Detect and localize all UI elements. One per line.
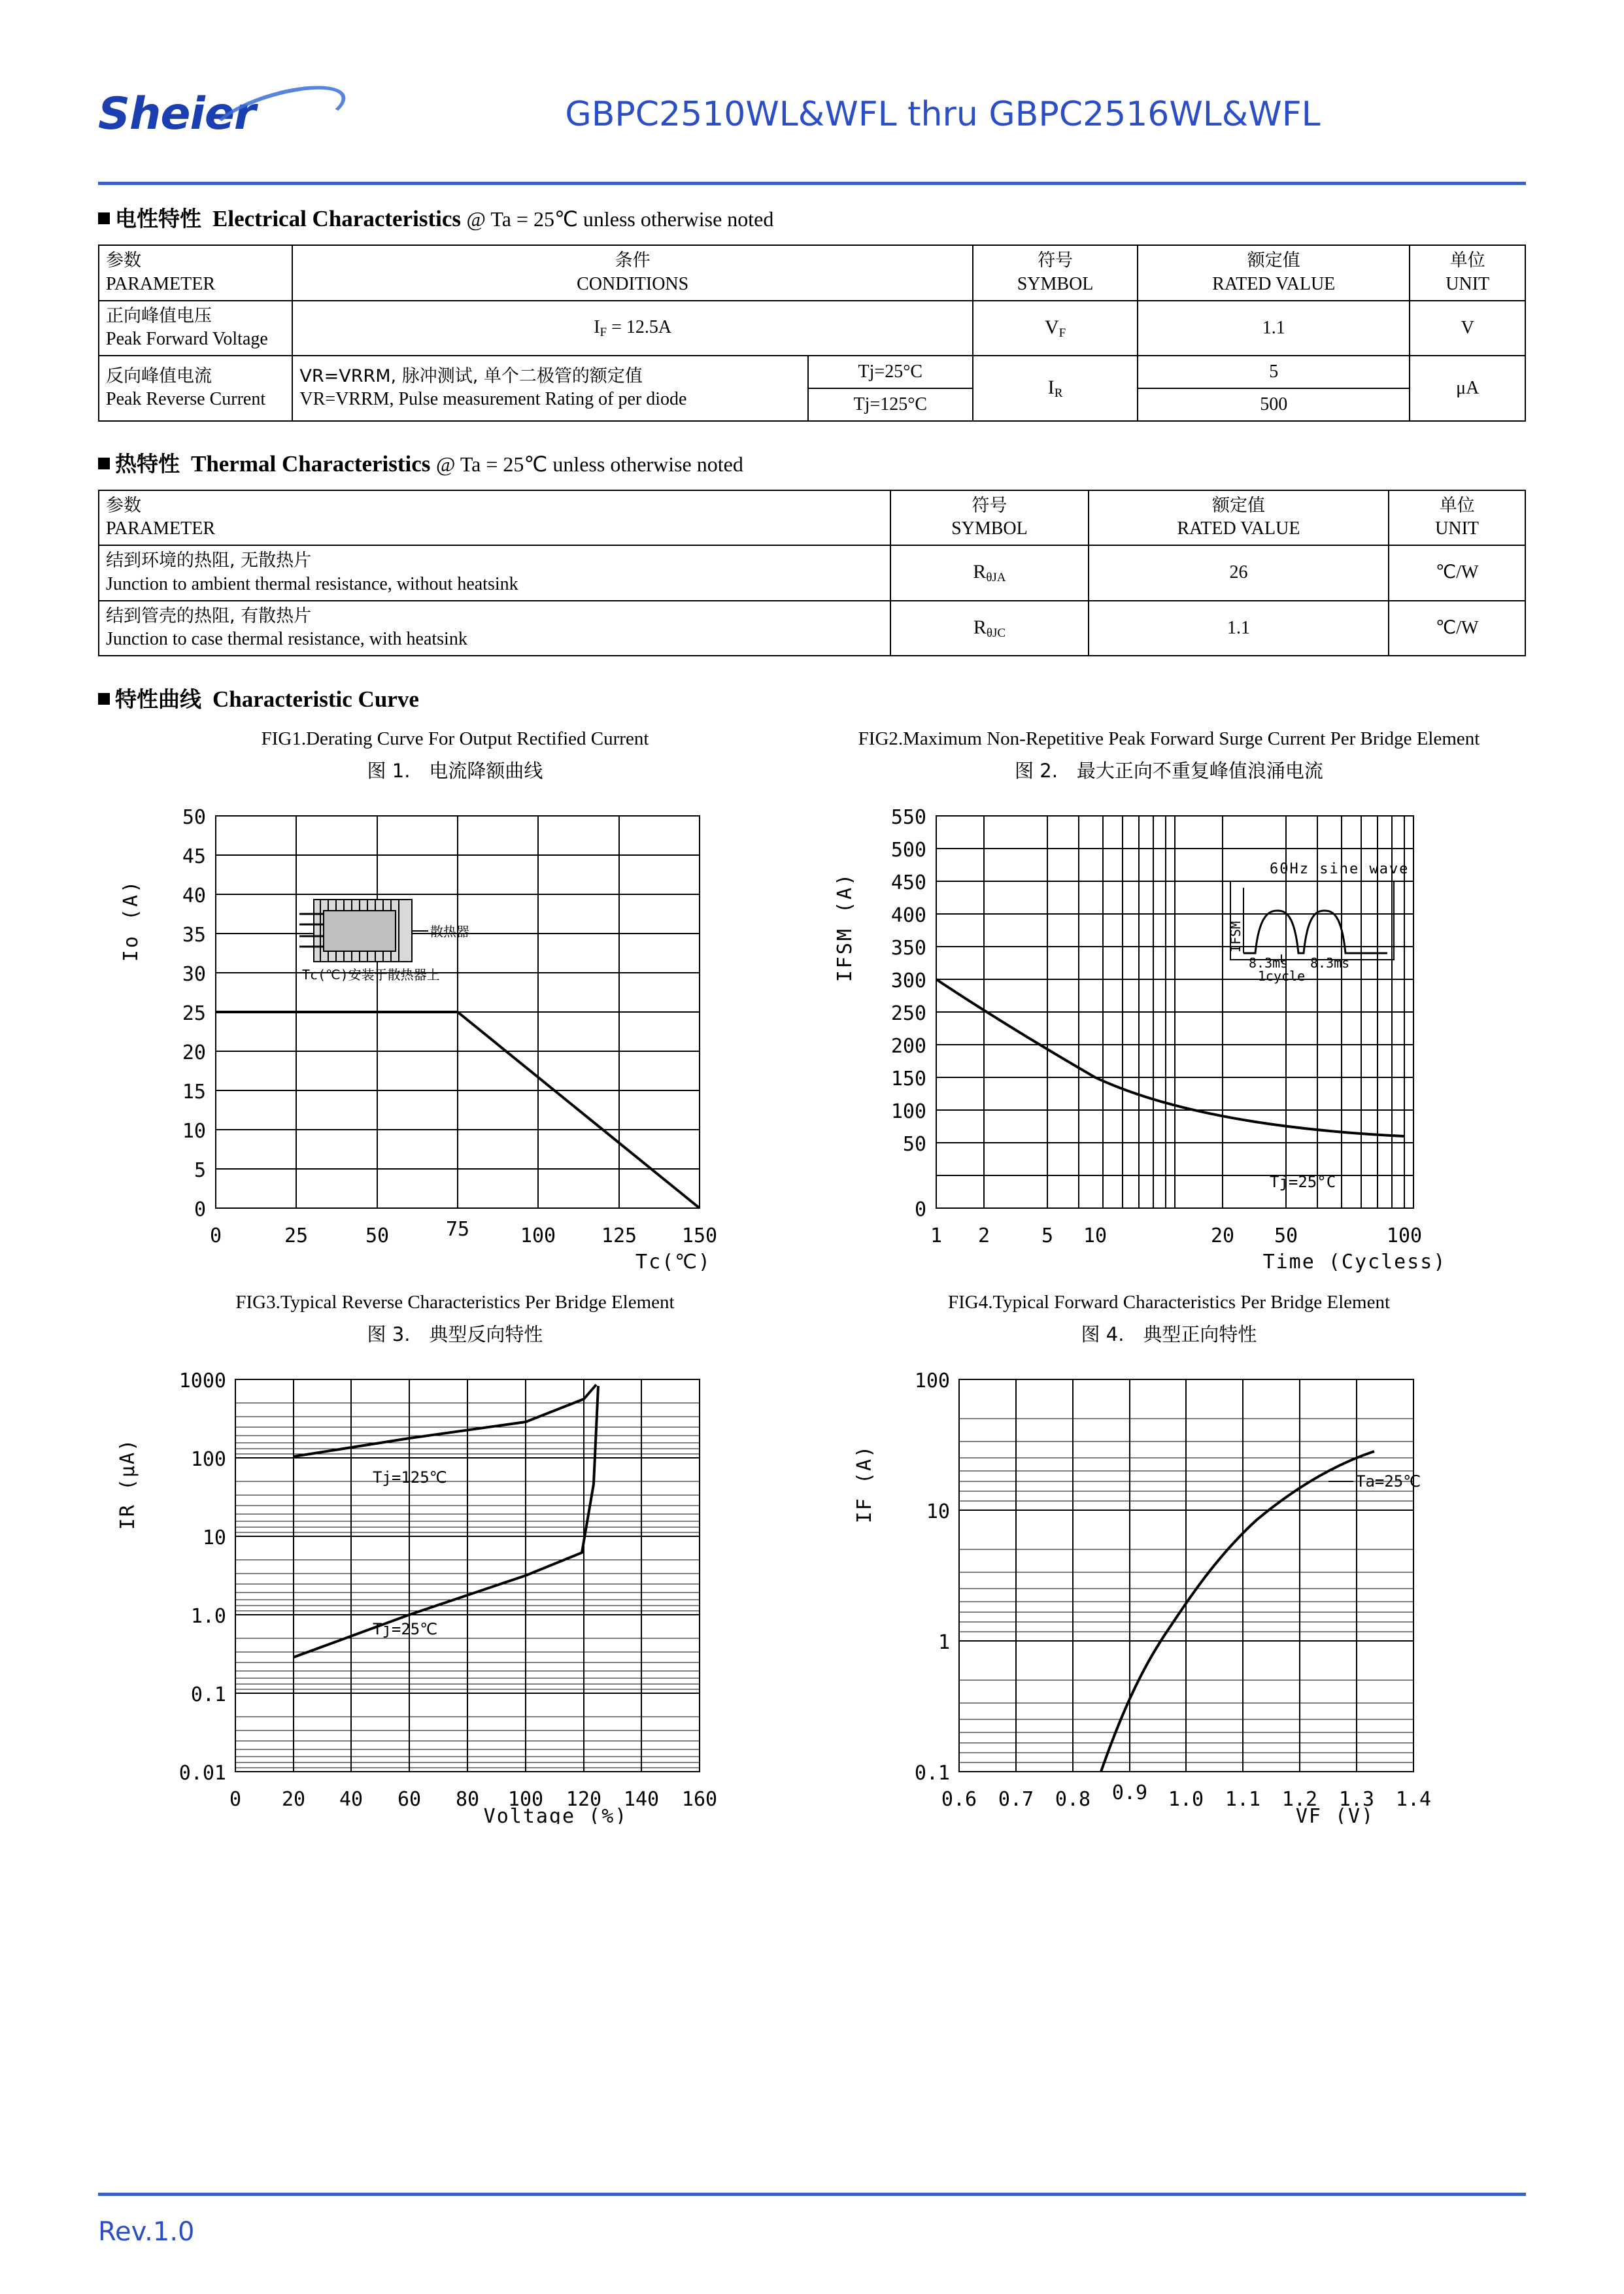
electrical-heading-en: Electrical Characteristics <box>212 206 461 231</box>
logo-text: Sheier <box>98 88 256 140</box>
svg-text:Time (Cycless): Time (Cycless) <box>1262 1250 1447 1274</box>
svg-text:Tj=25°C: Tj=25°C <box>1270 1172 1336 1191</box>
row-rthja-symbol <box>890 545 1089 600</box>
fig1-title-cn: 图 1. 电流降额曲线 <box>367 759 543 782</box>
fig4-title: FIG4.Typical Forward Characteristics Per Bridge Element <box>947 1291 1391 1313</box>
svg-text:0: 0 <box>914 1198 926 1221</box>
svg-text:0.6: 0.6 <box>941 1788 977 1811</box>
table-row <box>99 301 1525 356</box>
page-title: GBPC2510WL&WFL thru GBPC2516WL&WFL <box>565 95 1321 134</box>
fig4-plot <box>812 1353 1526 1827</box>
row-peak-reverse-current-unit: μA <box>1410 356 1525 421</box>
svg-text:Tj=125℃: Tj=125℃ <box>373 1468 447 1487</box>
row-peak-reverse-current-condition <box>292 356 807 421</box>
table-row <box>99 601 1525 656</box>
svg-text:IF (A): IF (A) <box>853 1444 876 1524</box>
row-rthjc-symbol <box>890 601 1089 656</box>
fig1-title: FIG1.Derating Curve For Output Rectified Current <box>261 728 649 749</box>
row-reverse-temp-125: Tj=125°C <box>808 388 973 421</box>
col-symbol-cn: 符号 <box>1038 250 1074 271</box>
fig3-title: FIG3.Typical Reverse Characteristics Per Bridge Element <box>235 1291 675 1313</box>
svg-text:1: 1 <box>938 1631 950 1654</box>
svg-text:1cycle: 1cycle <box>1257 968 1306 984</box>
curves-heading-en: Characteristic Curve <box>212 686 419 712</box>
svg-text:40: 40 <box>339 1788 364 1811</box>
svg-text:550: 550 <box>890 805 926 829</box>
svg-text:10: 10 <box>926 1500 950 1523</box>
figure-fig1 <box>98 725 812 1277</box>
svg-text:0: 0 <box>209 1224 222 1247</box>
svg-text:0.1: 0.1 <box>190 1683 226 1706</box>
svg-text:80: 80 <box>455 1788 480 1811</box>
svg-text:1.0: 1.0 <box>190 1605 226 1628</box>
thermal-heading-note: @ Ta = 25℃ unless otherwise noted <box>435 452 743 476</box>
condition-symbol-sub: F <box>600 325 607 339</box>
svg-text:0.7: 0.7 <box>998 1788 1034 1811</box>
param-en: Junction to case thermal resistance, with heatsink <box>106 629 467 650</box>
svg-text:10: 10 <box>182 1119 206 1143</box>
col-conditions <box>292 245 973 300</box>
table-header-row <box>99 490 1525 545</box>
svg-text:0.01: 0.01 <box>178 1762 226 1785</box>
symbol-sub: θJA <box>986 571 1006 585</box>
svg-text:15: 15 <box>182 1080 206 1104</box>
svg-text:50: 50 <box>1274 1224 1298 1247</box>
col-conditions-en: CONDITIONS <box>577 273 689 294</box>
svg-text:Tj=25℃: Tj=25℃ <box>373 1620 438 1638</box>
svg-text:Tc(℃)安装于散热器上: Tc(℃)安装于散热器上 <box>302 966 440 983</box>
svg-text:1: 1 <box>930 1224 943 1247</box>
col-symbol <box>973 245 1138 300</box>
svg-text:35: 35 <box>182 923 206 947</box>
svg-text:8.3ms: 8.3ms <box>1249 954 1289 971</box>
svg-text:350: 350 <box>890 936 926 960</box>
curves-heading <box>98 683 1526 713</box>
col-parameter-cn: 参数 <box>106 250 141 271</box>
symbol-sub: F <box>1058 326 1066 340</box>
svg-text:150: 150 <box>681 1224 718 1247</box>
fig2-title-cn: 图 2. 最大正向不重复峰值浪涌电流 <box>1015 759 1323 782</box>
col-rated-value-en: RATED VALUE <box>1212 273 1336 294</box>
svg-text:10: 10 <box>202 1527 226 1549</box>
row-reverse-value-25: 5 <box>1138 356 1410 388</box>
col-rated-value <box>1138 245 1410 300</box>
svg-text:100: 100 <box>1386 1224 1423 1247</box>
svg-text:10: 10 <box>1083 1224 1108 1247</box>
svg-text:0.9: 0.9 <box>1111 1781 1148 1804</box>
svg-text:0.8: 0.8 <box>1055 1788 1091 1811</box>
row-rthja-unit: ℃/W <box>1389 545 1525 600</box>
col-symbol <box>890 490 1089 545</box>
svg-text:50: 50 <box>902 1132 926 1156</box>
svg-text:1.4: 1.4 <box>1395 1788 1432 1811</box>
row-rthja-value: 26 <box>1089 545 1389 600</box>
svg-text:0: 0 <box>229 1788 242 1811</box>
col-symbol-cn: 符号 <box>972 495 1007 516</box>
svg-text:140: 140 <box>623 1788 660 1811</box>
svg-text:散热器: 散热器 <box>430 923 469 939</box>
condition-cn: VR=VRRM, 脉冲测试, 单个二极管的额定值 <box>299 365 643 386</box>
svg-text:Tc(℃): Tc(℃) <box>635 1250 711 1274</box>
company-logo <box>98 75 373 154</box>
symbol-sub: θJC <box>986 626 1006 640</box>
svg-text:75: 75 <box>445 1217 470 1241</box>
fig3-plot <box>98 1353 812 1827</box>
svg-text:VF (V): VF (V) <box>1295 1805 1375 1824</box>
electrical-heading <box>98 204 1526 234</box>
col-unit-en: UNIT <box>1435 518 1480 539</box>
svg-text:5: 5 <box>194 1158 206 1182</box>
col-parameter-en: PARAMETER <box>106 518 216 539</box>
svg-text:1.3: 1.3 <box>1338 1788 1375 1811</box>
symbol-base: R <box>973 561 987 583</box>
svg-text:100: 100 <box>914 1370 950 1392</box>
svg-text:IR (μA): IR (μA) <box>116 1438 139 1530</box>
svg-text:100: 100 <box>890 1100 926 1123</box>
svg-text:Voltage (%): Voltage (%) <box>483 1805 628 1824</box>
bullet-square-icon <box>98 458 110 469</box>
revision-label: Rev.1.0 <box>98 2217 195 2247</box>
col-unit-en: UNIT <box>1446 273 1490 294</box>
svg-text:25: 25 <box>284 1224 309 1247</box>
fig1-plot <box>98 790 812 1277</box>
table-row <box>99 356 1525 388</box>
svg-text:0.1: 0.1 <box>914 1762 950 1785</box>
thermal-table <box>98 490 1526 656</box>
row-peak-reverse-current-param <box>99 356 292 421</box>
row-peak-forward-voltage-unit: V <box>1410 301 1525 356</box>
symbol-sub: R <box>1054 386 1063 400</box>
row-rthja-param <box>99 545 890 600</box>
col-parameter-en: PARAMETER <box>106 273 216 294</box>
row-reverse-value-125: 500 <box>1138 388 1410 421</box>
svg-text:IFSM (A): IFSM (A) <box>834 871 856 983</box>
svg-text:50: 50 <box>365 1224 390 1247</box>
svg-text:100: 100 <box>507 1788 544 1811</box>
electrical-heading-note: @ Ta = 25℃ unless otherwise noted <box>466 207 774 231</box>
table-row <box>99 545 1525 600</box>
col-unit <box>1410 245 1525 300</box>
svg-text:40: 40 <box>182 884 206 907</box>
col-rated-value-cn: 额定值 <box>1211 495 1265 516</box>
col-rated-value-en: RATED VALUE <box>1177 518 1300 539</box>
figure-fig2 <box>812 725 1526 1277</box>
symbol-base: V <box>1044 316 1059 338</box>
electrical-heading-cn: 电性特性 <box>115 206 201 231</box>
fig2-title: FIG2.Maximum Non-Repetitive Peak Forward Surge Current Per Bridge Element <box>858 728 1480 749</box>
svg-text:45: 45 <box>182 845 206 868</box>
page-header <box>98 0 1526 177</box>
svg-text:300: 300 <box>890 969 926 992</box>
figure-row-2 <box>98 1289 1526 1827</box>
condition-en: VR=VRRM, Pulse measurement Rating of per diode <box>299 389 687 410</box>
col-symbol-en: SYMBOL <box>1017 273 1094 294</box>
thermal-heading-en: Thermal Characteristics <box>191 450 431 477</box>
svg-text:400: 400 <box>890 903 926 927</box>
figure-row-1 <box>98 725 1526 1277</box>
svg-text:0: 0 <box>194 1198 206 1221</box>
col-parameter <box>99 490 890 545</box>
row-rthjc-unit: ℃/W <box>1389 601 1525 656</box>
row-peak-forward-voltage-symbol <box>973 301 1138 356</box>
svg-text:1.1: 1.1 <box>1225 1788 1261 1811</box>
row-peak-forward-voltage-param <box>99 301 292 356</box>
symbol-base: I <box>1047 376 1055 398</box>
col-unit-cn: 单位 <box>1449 250 1485 271</box>
col-unit-cn: 单位 <box>1439 495 1475 516</box>
param-en: Junction to ambient thermal resistance, without heatsink <box>106 573 518 594</box>
col-parameter-cn: 参数 <box>106 495 141 516</box>
condition-symbol: I <box>594 316 600 337</box>
curves-heading-cn: 特性曲线 <box>115 686 201 712</box>
bullet-square-icon <box>98 693 110 705</box>
svg-text:200: 200 <box>890 1034 926 1058</box>
svg-text:IFSM: IFSM <box>1228 920 1243 953</box>
svg-text:Io (A): Io (A) <box>120 879 143 962</box>
bullet-square-icon <box>98 212 110 224</box>
col-rated-value-cn: 额定值 <box>1247 250 1300 271</box>
svg-text:30: 30 <box>182 962 206 986</box>
col-conditions-cn: 条件 <box>615 250 651 271</box>
param-en: Peak Forward Voltage <box>106 329 268 350</box>
param-cn: 结到环境的热阻, 无散热片 <box>106 550 312 571</box>
param-cn: 反向峰值电流 <box>106 365 212 386</box>
svg-text:1.2: 1.2 <box>1281 1788 1318 1811</box>
col-rated-value <box>1089 490 1389 545</box>
col-symbol-en: SYMBOL <box>951 518 1028 539</box>
svg-text:20: 20 <box>281 1788 306 1811</box>
electrical-table <box>98 245 1526 421</box>
svg-text:60: 60 <box>397 1788 422 1811</box>
svg-text:Ta=25℃: Ta=25℃ <box>1356 1472 1421 1491</box>
svg-text:100: 100 <box>520 1224 556 1247</box>
logo-swoosh-icon <box>205 74 351 156</box>
row-peak-forward-voltage-condition <box>292 301 973 356</box>
svg-text:20: 20 <box>1210 1224 1235 1247</box>
row-peak-reverse-current-symbol <box>973 356 1138 421</box>
svg-text:100: 100 <box>190 1448 226 1471</box>
param-cn: 结到管壳的热阻, 有散热片 <box>106 605 312 626</box>
svg-text:8.3ms: 8.3ms <box>1310 954 1350 971</box>
row-peak-forward-voltage-value: 1.1 <box>1138 301 1410 356</box>
footer-divider <box>98 2193 1526 2196</box>
fig3-title-cn: 图 3. 典型反向特性 <box>367 1323 543 1345</box>
svg-text:125: 125 <box>601 1224 637 1247</box>
svg-text:1000: 1000 <box>178 1370 226 1392</box>
svg-text:20: 20 <box>182 1041 206 1064</box>
thermal-heading-cn: 热特性 <box>115 450 180 477</box>
svg-text:150: 150 <box>890 1067 926 1090</box>
col-unit <box>1389 490 1525 545</box>
thermal-heading <box>98 449 1526 479</box>
svg-text:450: 450 <box>890 871 926 894</box>
svg-text:500: 500 <box>890 838 926 862</box>
param-en: Peak Reverse Current <box>106 389 266 410</box>
figure-fig3 <box>98 1289 812 1827</box>
svg-text:250: 250 <box>890 1002 926 1025</box>
row-reverse-temp-25: Tj=25°C <box>808 356 973 388</box>
svg-text:120: 120 <box>566 1788 602 1811</box>
svg-text:5: 5 <box>1041 1224 1054 1247</box>
svg-text:1.0: 1.0 <box>1168 1788 1204 1811</box>
figure-fig4 <box>812 1289 1526 1827</box>
symbol-base: R <box>973 616 987 638</box>
col-parameter <box>99 245 292 300</box>
svg-text:2: 2 <box>977 1224 990 1247</box>
row-rthjc-param <box>99 601 890 656</box>
row-rthjc-value: 1.1 <box>1089 601 1389 656</box>
param-cn: 正向峰值电压 <box>106 305 212 326</box>
svg-text:25: 25 <box>182 1002 206 1025</box>
table-header-row <box>99 245 1525 300</box>
fig4-title-cn: 图 4. 典型正向特性 <box>1081 1323 1257 1345</box>
condition-value: = 12.5A <box>607 316 672 337</box>
fig2-plot <box>812 790 1526 1277</box>
svg-text:160: 160 <box>681 1788 718 1811</box>
header-divider <box>98 182 1526 185</box>
svg-text:60Hz sine wave: 60Hz sine wave <box>1270 860 1410 877</box>
svg-text:50: 50 <box>182 805 206 829</box>
